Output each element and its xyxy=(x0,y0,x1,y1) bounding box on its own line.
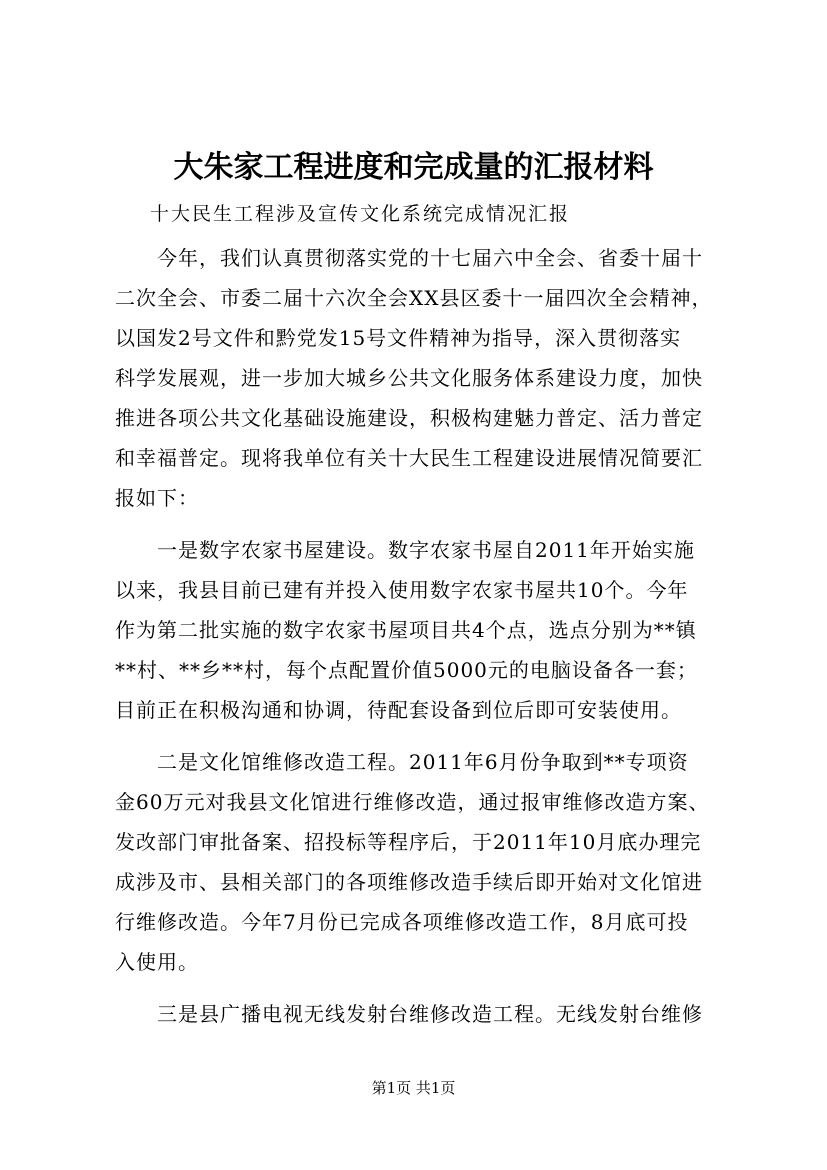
paragraph-line: 以国发2号文件和黔党发15号文件精神为指导，深入贯彻落实 xyxy=(115,326,682,350)
document-title: 大朱家工程进度和完成量的汇报材料 xyxy=(173,150,654,185)
paragraph-line: 科学发展观，进一步加大城乡公共文化服务体系建设力度，加快 xyxy=(115,366,703,390)
paragraph-line: **村、**乡**村，每个点配置价值5000元的电脑设备各一套； xyxy=(115,658,698,682)
paragraph-line: 报如下： xyxy=(115,486,199,510)
paragraph-line: 作为第二批实施的数字农家书屋项目共4个点，选点分别为**镇 xyxy=(115,618,697,642)
paragraph-line: 发改部门审批备案、招投标等程序后，于2011年10月底办理完 xyxy=(115,830,702,854)
page-footer: 第1页 共1页 xyxy=(371,1079,456,1097)
paragraph-line: 以来，我县目前已建有并投入使用数字农家书屋共10个。今年 xyxy=(115,578,689,602)
paragraph-line: 和幸福普定。现将我单位有关十大民生工程建设进展情况简要汇 xyxy=(115,446,703,470)
paragraph-line: 二次全会、市委二届十六次全会XX县区委十一届四次全会精神， xyxy=(115,286,713,310)
paragraph-line: 行维修改造。今年7月份已完成各项维修改造工作，8月底可投 xyxy=(115,910,689,934)
paragraph-line: 二是文化馆维修改造工程。2011年6月份争取到**专项资 xyxy=(157,750,689,774)
paragraph-line: 入使用。 xyxy=(115,950,199,974)
document-subtitle: 十大民生工程涉及宣传文化系统完成情况汇报 xyxy=(150,203,571,225)
document-body xyxy=(115,238,725,1034)
paragraph-line: 三是县广播电视无线发射台维修改造工程。无线发射台维修 xyxy=(157,1002,703,1026)
paragraph-line: 金60万元对我县文化馆进行维修改造，通过报审维修改造方案、 xyxy=(115,790,710,814)
paragraph-line: 目前正在积极沟通和协调，待配套设备到位后即可安装使用。 xyxy=(115,698,682,722)
paragraph-line: 成涉及市、县相关部门的各项维修改造手续后即开始对文化馆进 xyxy=(115,870,703,894)
paragraph-line: 一是数字农家书屋建设。数字农家书屋自2011年开始实施 xyxy=(157,538,695,562)
paragraph-line: 推进各项公共文化基础设施建设，积极构建魅力普定、活力普定 xyxy=(115,406,703,430)
paragraph-line: 今年，我们认真贯彻落实党的十七届六中全会、省委十届十 xyxy=(157,246,703,270)
